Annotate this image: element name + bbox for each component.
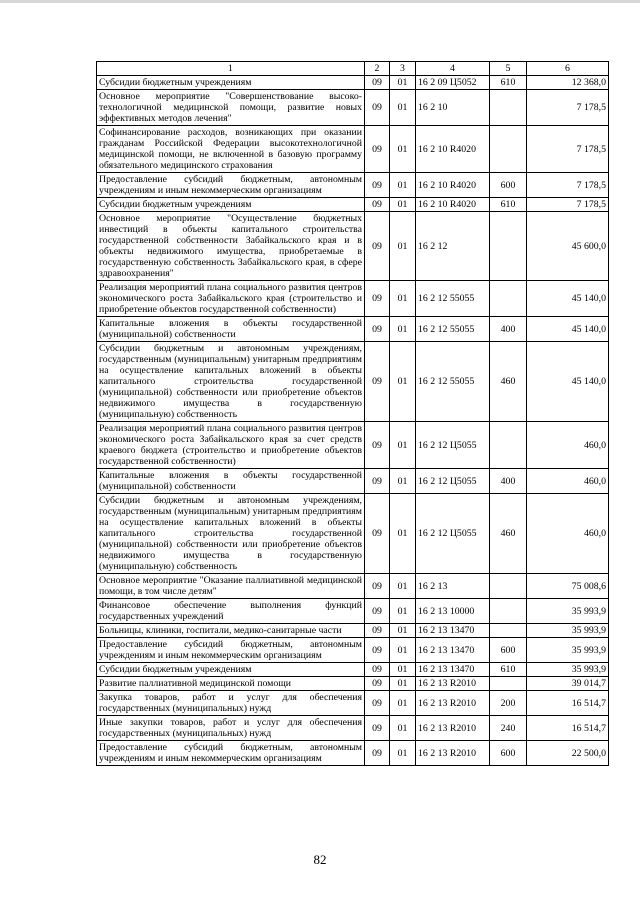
row-name-cell: Предоставление субсидий бюджетным, автономным учреждениям и иным некоммерческим организациям xyxy=(97,638,365,663)
amount-cell: 45 140,0 xyxy=(527,342,609,422)
amount-cell: 7 178,5 xyxy=(527,90,609,126)
amount-cell: 45 140,0 xyxy=(527,281,609,317)
row-name-cell: Предоставление субсидий бюджетным, автономным учреждениям и иным некоммерческим организациям xyxy=(97,741,365,766)
section-code-cell: 09 xyxy=(365,90,390,126)
row-name-cell: Софинансирование расходов, возникающих при оказании гражданам Российской Федерации высокотехнологичной медицинской помощи, не включенной в базовую программу обязательного медицинского страхования xyxy=(97,126,365,173)
row-name-cell: Субсидии бюджетным учреждениям xyxy=(97,76,365,90)
target-article-cell: 16 2 12 55055 xyxy=(416,342,490,422)
target-article-cell: 16 2 12 Ц5055 xyxy=(416,422,490,469)
section-code-cell: 09 xyxy=(365,741,390,766)
subsection-code-cell: 01 xyxy=(390,624,416,638)
amount-cell: 35 993,9 xyxy=(527,599,609,624)
row-name-cell: Реализация мероприятий плана социального развития центров экономического роста Забайкальского края за счет средств краевого бюджета (строительство и приобретение объектов государственной собственности) xyxy=(97,422,365,469)
budget-table-body xyxy=(97,62,609,766)
subsection-code-cell: 01 xyxy=(390,638,416,663)
amount-cell: 22 500,0 xyxy=(527,741,609,766)
section-code-cell: 09 xyxy=(365,677,390,691)
header-cell: 1 xyxy=(97,62,365,76)
table-row xyxy=(97,469,609,494)
section-code-cell: 09 xyxy=(365,198,390,212)
header-cell: 3 xyxy=(390,62,416,76)
target-article-cell: 16 2 12 xyxy=(416,212,490,281)
amount-cell: 35 993,9 xyxy=(527,624,609,638)
table-row xyxy=(97,422,609,469)
expense-type-cell xyxy=(490,90,527,126)
table-row xyxy=(97,212,609,281)
target-article-cell: 16 2 12 55055 xyxy=(416,317,490,342)
expense-type-cell: 610 xyxy=(490,198,527,212)
row-name-cell: Иные закупки товаров, работ и услуг для обеспечения государственных (муниципальных) нужд xyxy=(97,716,365,741)
expense-type-cell xyxy=(490,212,527,281)
row-name-cell: Субсидии бюджетным учреждениям xyxy=(97,663,365,677)
table-row xyxy=(97,691,609,716)
row-name-cell: Больницы, клиники, госпитали, медико-санитарные части xyxy=(97,624,365,638)
table-row xyxy=(97,173,609,198)
target-article-cell: 16 2 10 R4020 xyxy=(416,198,490,212)
target-article-cell: 16 2 09 Ц5052 xyxy=(416,76,490,90)
row-name-cell: Реализация мероприятий плана социального развития центров экономического роста Забайкальского края (строительство и приобретение объектов государственной собственности) xyxy=(97,281,365,317)
subsection-code-cell: 01 xyxy=(390,173,416,198)
table-row xyxy=(97,90,609,126)
table-row xyxy=(97,741,609,766)
page-number: 82 xyxy=(313,852,327,867)
section-code-cell: 09 xyxy=(365,212,390,281)
amount-cell: 7 178,5 xyxy=(527,126,609,173)
expense-type-cell: 600 xyxy=(490,638,527,663)
section-code-cell: 09 xyxy=(365,76,390,90)
header-cell: 4 xyxy=(416,62,490,76)
target-article-cell: 16 2 12 55055 xyxy=(416,281,490,317)
expense-type-cell xyxy=(490,599,527,624)
expense-type-cell xyxy=(490,624,527,638)
table-row xyxy=(97,574,609,599)
expense-type-cell xyxy=(490,281,527,317)
subsection-code-cell: 01 xyxy=(390,469,416,494)
table-row xyxy=(97,638,609,663)
subsection-code-cell: 01 xyxy=(390,574,416,599)
target-article-cell: 16 2 12 Ц5055 xyxy=(416,494,490,574)
budget-table xyxy=(96,61,609,766)
target-article-cell: 16 2 13 R2010 xyxy=(416,691,490,716)
expense-type-cell: 610 xyxy=(490,663,527,677)
table-row xyxy=(97,494,609,574)
amount-cell: 39 014,7 xyxy=(527,677,609,691)
header-cell: 6 xyxy=(527,62,609,76)
amount-cell: 460,0 xyxy=(527,469,609,494)
target-article-cell: 16 2 12 Ц5055 xyxy=(416,469,490,494)
section-code-cell: 09 xyxy=(365,716,390,741)
expense-type-cell: 600 xyxy=(490,173,527,198)
expense-type-cell: 200 xyxy=(490,691,527,716)
section-code-cell: 09 xyxy=(365,574,390,599)
amount-cell: 35 993,9 xyxy=(527,638,609,663)
expense-type-cell xyxy=(490,422,527,469)
subsection-code-cell: 01 xyxy=(390,599,416,624)
target-article-cell: 16 2 10 R4020 xyxy=(416,126,490,173)
subsection-code-cell: 01 xyxy=(390,342,416,422)
subsection-code-cell: 01 xyxy=(390,198,416,212)
table-row xyxy=(97,76,609,90)
section-code-cell: 09 xyxy=(365,126,390,173)
row-name-cell: Капитальные вложения в объекты государственной (муниципальной) собственности xyxy=(97,469,365,494)
row-name-cell: Закупка товаров, работ и услуг для обеспечения государственных (муниципальных) нужд xyxy=(97,691,365,716)
subsection-code-cell: 01 xyxy=(390,90,416,126)
table-row xyxy=(97,599,609,624)
table-row xyxy=(97,281,609,317)
subsection-code-cell: 01 xyxy=(390,741,416,766)
target-article-cell: 16 2 13 R2010 xyxy=(416,677,490,691)
section-code-cell: 09 xyxy=(365,691,390,716)
subsection-code-cell: 01 xyxy=(390,422,416,469)
table-row xyxy=(97,342,609,422)
amount-cell: 7 178,5 xyxy=(527,173,609,198)
row-name-cell: Развитие паллиативной медицинской помощи xyxy=(97,677,365,691)
target-article-cell: 16 2 13 10000 xyxy=(416,599,490,624)
amount-cell: 16 514,7 xyxy=(527,716,609,741)
section-code-cell: 09 xyxy=(365,469,390,494)
target-article-cell: 16 2 13 13470 xyxy=(416,638,490,663)
target-article-cell: 16 2 13 R2010 xyxy=(416,716,490,741)
table-row xyxy=(97,624,609,638)
row-name-cell: Основное мероприятие "Совершенствование высоко-технологичной медицинской помощи, развитие новых эффективных методов лечения" xyxy=(97,90,365,126)
expense-type-cell: 600 xyxy=(490,741,527,766)
row-name-cell: Основное мероприятие "Осуществление бюджетных инвестиций в объекты капитального строительства государственной собственности Забайкальского края и в объекты недвижимого имущества, приобретаемые в государственную собственность Забайкальского края, в сфере здравоохранения" xyxy=(97,212,365,281)
subsection-code-cell: 01 xyxy=(390,663,416,677)
row-name-cell: Капитальные вложения в объекты государственной (муниципальной) собственности xyxy=(97,317,365,342)
row-name-cell: Субсидии бюджетным и автономным учреждениям, государственным (муниципальным) унитарным предприятиям на осуществление капитальных вложений в объекты капитального строительства государственной (муниципальной) собственности или приобретение объектов недвижимого имущества в государственную (муниципальную) собственность xyxy=(97,494,365,574)
section-code-cell: 09 xyxy=(365,494,390,574)
expense-type-cell xyxy=(490,126,527,173)
expense-type-cell xyxy=(490,677,527,691)
amount-cell: 35 993,9 xyxy=(527,663,609,677)
page-top-edge xyxy=(0,0,640,3)
section-code-cell: 09 xyxy=(365,422,390,469)
section-code-cell: 09 xyxy=(365,342,390,422)
section-code-cell: 09 xyxy=(365,173,390,198)
subsection-code-cell: 01 xyxy=(390,317,416,342)
table-row xyxy=(97,663,609,677)
header-cell: 5 xyxy=(490,62,527,76)
amount-cell: 75 008,6 xyxy=(527,574,609,599)
table-row xyxy=(97,317,609,342)
row-name-cell: Субсидии бюджетным и автономным учреждениям, государственным (муниципальным) унитарным предприятиям на осуществление капитальных вложений в объекты капитального строительства государственной (муниципальной) собственности или приобретение объектов недвижимого имущества в государственную (муниципальную) собственность xyxy=(97,342,365,422)
subsection-code-cell: 01 xyxy=(390,677,416,691)
expense-type-cell: 460 xyxy=(490,494,527,574)
expense-type-cell: 400 xyxy=(490,317,527,342)
section-code-cell: 09 xyxy=(365,638,390,663)
section-code-cell: 09 xyxy=(365,281,390,317)
subsection-code-cell: 01 xyxy=(390,212,416,281)
subsection-code-cell: 01 xyxy=(390,494,416,574)
amount-cell: 45 140,0 xyxy=(527,317,609,342)
section-code-cell: 09 xyxy=(365,663,390,677)
expense-type-cell xyxy=(490,574,527,599)
amount-cell: 460,0 xyxy=(527,422,609,469)
target-article-cell: 16 2 10 xyxy=(416,90,490,126)
amount-cell: 12 368,0 xyxy=(527,76,609,90)
target-article-cell: 16 2 13 13470 xyxy=(416,663,490,677)
table-row xyxy=(97,126,609,173)
table-header-row xyxy=(97,62,609,76)
expense-type-cell: 610 xyxy=(490,76,527,90)
row-name-cell: Основное мероприятие "Оказание паллиативной медицинской помощи, в том числе детям" xyxy=(97,574,365,599)
target-article-cell: 16 2 13 13470 xyxy=(416,624,490,638)
section-code-cell: 09 xyxy=(365,599,390,624)
section-code-cell: 09 xyxy=(365,624,390,638)
expense-type-cell: 240 xyxy=(490,716,527,741)
target-article-cell: 16 2 10 R4020 xyxy=(416,173,490,198)
table-row xyxy=(97,677,609,691)
amount-cell: 7 178,5 xyxy=(527,198,609,212)
row-name-cell: Финансовое обеспечение выполнения функций государственных учреждений xyxy=(97,599,365,624)
subsection-code-cell: 01 xyxy=(390,716,416,741)
amount-cell: 45 600,0 xyxy=(527,212,609,281)
table-row xyxy=(97,198,609,212)
expense-type-cell: 400 xyxy=(490,469,527,494)
subsection-code-cell: 01 xyxy=(390,281,416,317)
subsection-code-cell: 01 xyxy=(390,126,416,173)
row-name-cell: Предоставление субсидий бюджетным, автономным учреждениям и иным некоммерческим организациям xyxy=(97,173,365,198)
expense-type-cell: 460 xyxy=(490,342,527,422)
amount-cell: 16 514,7 xyxy=(527,691,609,716)
section-code-cell: 09 xyxy=(365,317,390,342)
target-article-cell: 16 2 13 R2010 xyxy=(416,741,490,766)
target-article-cell: 16 2 13 xyxy=(416,574,490,599)
table-row xyxy=(97,716,609,741)
row-name-cell: Субсидии бюджетным учреждениям xyxy=(97,198,365,212)
amount-cell: 460,0 xyxy=(527,494,609,574)
header-cell: 2 xyxy=(365,62,390,76)
subsection-code-cell: 01 xyxy=(390,76,416,90)
subsection-code-cell: 01 xyxy=(390,691,416,716)
